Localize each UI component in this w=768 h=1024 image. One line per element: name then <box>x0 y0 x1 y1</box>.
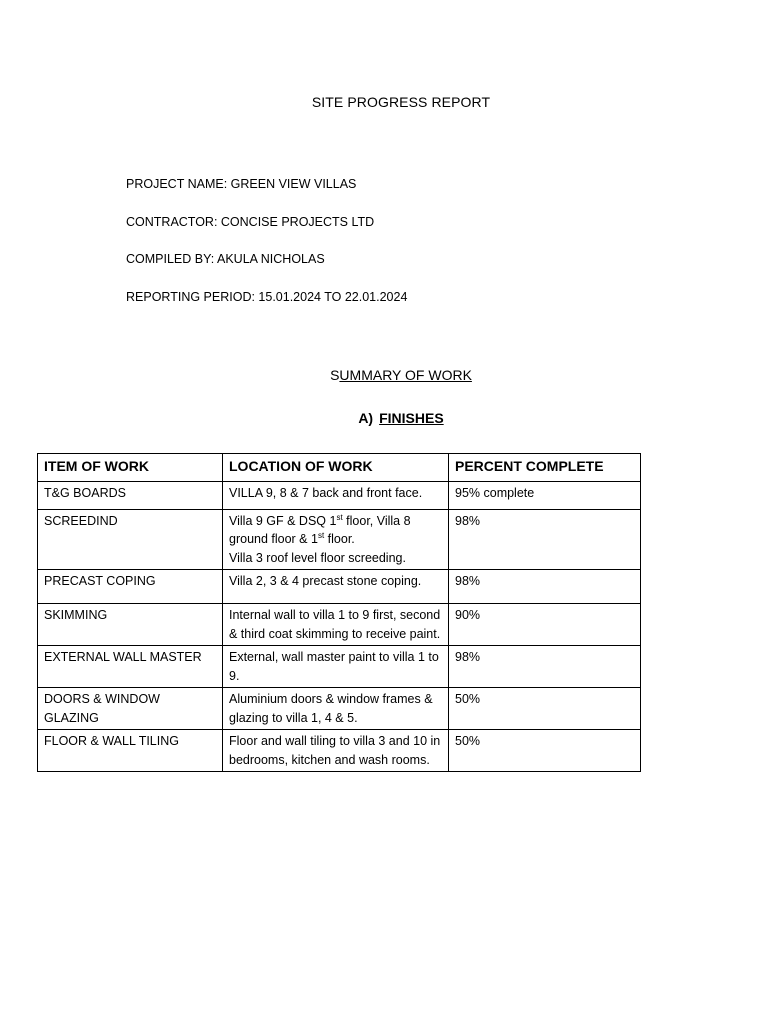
table-row <box>38 509 641 570</box>
section-marker: A) <box>358 410 374 426</box>
cell-item: SKIMMING <box>38 604 223 646</box>
header-percent: PERCENT COMPLETE <box>449 454 641 482</box>
ordinal-suffix: st <box>317 530 325 540</box>
cell-percent: 50% <box>449 730 641 772</box>
table-row <box>38 646 641 688</box>
summary-heading-rest: UMMARY OF WORK <box>339 367 472 383</box>
cell-item: T&G BOARDS <box>38 481 223 509</box>
reporting-period: REPORTING PERIOD: 15.01.2024 TO 22.01.2024 <box>126 290 408 304</box>
finishes-table <box>37 453 641 772</box>
cell-item: PRECAST COPING <box>38 570 223 604</box>
cell-percent: 90% <box>449 604 641 646</box>
page-title: SITE PROGRESS REPORT <box>311 94 491 110</box>
contractor: CONTRACTOR: CONCISE PROJECTS LTD <box>126 215 375 229</box>
cell-percent: 98% <box>449 509 641 570</box>
table-row <box>38 604 641 646</box>
compiled-by: COMPILED BY: AKULA NICHOLAS <box>126 252 325 266</box>
summary-heading-initial: S <box>330 367 340 383</box>
cell-location: Floor and wall tiling to villa 3 and 10 in bedrooms, kitchen and wash rooms. <box>223 730 449 772</box>
cell-location: Internal wall to villa 1 to 9 first, second & third coat skimming to receive paint. <box>223 604 449 646</box>
cell-percent: 50% <box>449 688 641 730</box>
summary-heading <box>0 367 768 383</box>
location-text: floor, Villa 8 ground floor & 1 <box>229 513 411 546</box>
cell-location: External, wall master paint to villa 1 to 9. <box>223 646 449 688</box>
header-item: ITEM OF WORK <box>38 454 223 482</box>
table-row <box>38 730 641 772</box>
cell-location: Aluminium doors & window frames & glazing to villa 1, 4 & 5. <box>223 688 449 730</box>
table-header-row <box>38 454 641 482</box>
table-row <box>38 570 641 604</box>
cell-item: DOORS & WINDOW GLAZING <box>38 688 223 730</box>
table-row <box>38 688 641 730</box>
cell-item: EXTERNAL WALL MASTER <box>38 646 223 688</box>
header-location: LOCATION OF WORK <box>223 454 449 482</box>
cell-location: VILLA 9, 8 & 7 back and front face. <box>223 481 449 509</box>
cell-item: SCREEDIND <box>38 509 223 570</box>
ordinal-suffix: st <box>336 512 343 522</box>
table-row <box>38 481 641 509</box>
cell-location <box>223 509 449 570</box>
location-text: floor. <box>324 532 355 546</box>
section-heading <box>0 410 768 426</box>
location-text: Villa 9 GF & DSQ 1 <box>229 513 337 528</box>
cell-percent: 98% <box>449 570 641 604</box>
location-text: Villa 3 roof level floor screeding. <box>229 550 406 565</box>
project-name: PROJECT NAME: GREEN VIEW VILLAS <box>126 177 357 191</box>
cell-percent: 95% complete <box>449 481 641 509</box>
cell-percent: 98% <box>449 646 641 688</box>
cell-item: FLOOR & WALL TILING <box>38 730 223 772</box>
section-label: FINISHES <box>379 410 444 426</box>
cell-location: Villa 2, 3 & 4 precast stone coping. <box>223 570 449 604</box>
